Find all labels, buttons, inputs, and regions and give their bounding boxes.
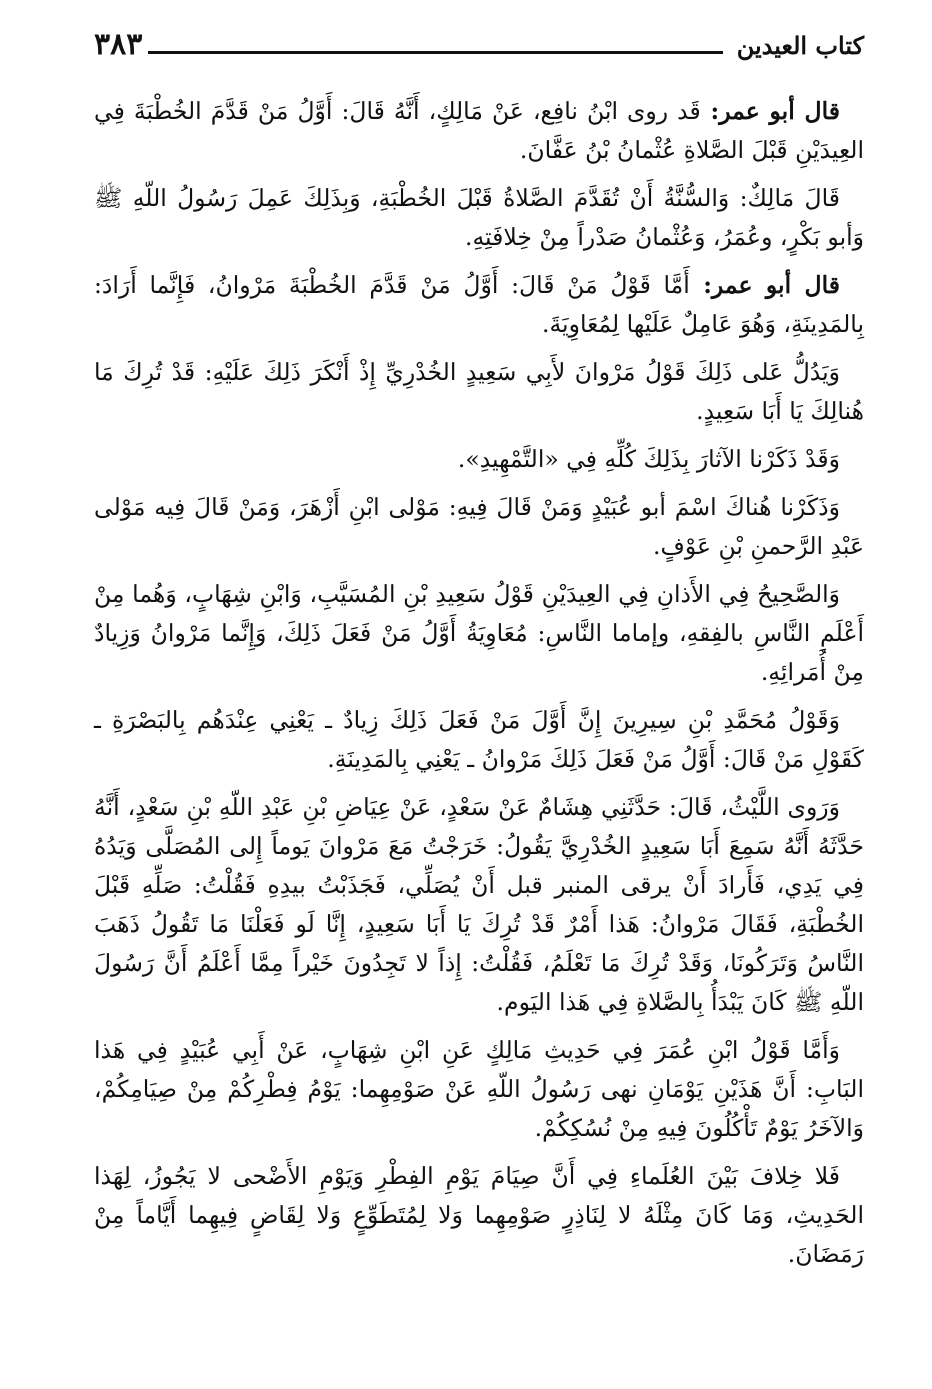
paragraph-text: وَيَدُلُّ عَلى ذَلِكَ قَوْلُ مَرْوانَ لأَبِي سَعِيدٍ الخُدْرِيِّ إِذْ أَنْكَرَ ذَلِكَ عَلَيْهِ: قَدْ تُرِكَ مَا هُنالِكَ يَا أَبَا سَعِيدٍ.	[94, 358, 864, 425]
page-header	[94, 20, 864, 64]
paragraph	[94, 179, 864, 257]
paragraph	[94, 701, 864, 779]
page-body	[94, 92, 864, 1283]
header-rule	[148, 51, 722, 54]
paragraph-lead: قال أبو عمر:	[689, 271, 840, 299]
paragraph	[94, 1157, 864, 1274]
paragraph	[94, 440, 864, 479]
paragraph	[94, 353, 864, 431]
paragraph-text: وَالصَّحِيحُ فِي الأَذانِ فِي العِيدَيْنِ قَوْلُ سَعِيدِ بْنِ المُسَيَّبِ، وَابْنِ شِهَابٍ، وَهُما مِنْ أَعْلَمِ النَّاسِ بالفِقهِ، وإماما النَّاسِ: مُعَاوِيَةُ أَوَّلُ مَنْ فَعَلَ ذَلِكَ، وَإِنَّما مَرْوانُ وَزِيادٌ مِنْ أُمَرائِهِ.	[94, 580, 864, 686]
paragraph	[94, 92, 864, 170]
running-header-title: كتاب العيدين	[736, 31, 864, 60]
paragraph	[94, 1031, 864, 1148]
paragraph	[94, 575, 864, 692]
paragraph	[94, 788, 864, 1022]
paragraph-text: وَقَدْ ذَكَرْنا الآثارَ بِذَلِكَ كُلِّهِ فِي «التَّمْهِيدِ».	[457, 445, 840, 473]
paragraph-lead: قال أبو عمر:	[700, 97, 840, 125]
paragraph-text: وَأَمَّا قَوْلُ ابْنِ عُمَرَ فِي حَدِيثِ مَالِكٍ عَنِ ابْنِ شِهَابٍ، عَنْ أَبِي عُبَيْدٍ فِي هَذا البَابِ: أَنَّ هَذَيْنِ يَوْمَانِ نهى رَسُولُ اللّهِ عَنْ صَوْمِهِما: يَوْمُ فِطْرِكُمْ مِنْ صِيَامِكُمْ، وَالآخَرُ يَوْمٌ تَأْكُلُونَ فِيهِ مِنْ نُسُكِكُمْ.	[94, 1036, 864, 1142]
paragraph	[94, 488, 864, 566]
paragraph	[94, 266, 864, 344]
paragraph-text: وَذَكَرْنا هُناكَ اسْمَ أبو عُبَيْدٍ وَمَنْ قَالَ فِيهِ: مَوْلى ابْنِ أَزْهَرَ، وَمَنْ قَالَ فِيه مَوْلى عَبْدِ الرَّحمنِ بْنِ عَوْفٍ.	[94, 493, 864, 560]
paragraph-text: فَلا خِلافَ بَيْنَ العُلَماءِ فِي أَنَّ صِيَامَ يَوْمِ الفِطْرِ وَيَوْمِ الأَضْحى لا يَجُوزُ، لِهَذا الحَدِيثِ، وَمَا كَانَ مِثْلَهُ لا لِنَاذِرٍ صَوْمِهِما وَلا لِمُتَطَوِّعٍ وَلا لِقَاضٍ فِيهِما أَيَّاماً مِنْ رَمَضَانَ.	[94, 1162, 864, 1268]
paragraph-text: قَد روى ابْنُ نافِع، عَنْ مَالِكٍ، أَنَّهُ قَالَ: أَوَّلُ مَنْ قَدَّمَ الخُطْبَةَ فِي العِيدَيْنِ قَبْلَ الصَّلاةِ عُثْمانُ بْنُ عَفَّانَ.	[94, 97, 864, 164]
paragraph-text: أَمَّا قَوْلُ مَنْ قَالَ: أَوَّلُ مَنْ قَدَّمَ الخُطْبَةَ مَرْوانُ، فَإِنَّما أَرَادَ: بِالمَدِينَةِ، وَهُوَ عَامِلٌ عَلَيْها لِمُعَاوِيَةَ.	[94, 271, 864, 338]
paragraph-text: قَالَ مَالِكٌ: وَالسُّنَّةُ أَنْ تُقَدَّمَ الصَّلاةُ قَبْلَ الخُطْبَةِ، وَبِذَلِكَ عَمِلَ رَسُولُ اللّهِ ﷺ وَأبو بَكْرٍ، وعُمَرُ، وَعُثْمانُ صَدْراً مِنْ خِلافَتِهِ.	[94, 184, 864, 251]
paragraph-text: وَقَوْلُ مُحَمَّدِ بْنِ سِيرِينَ إِنَّ أَوَّلَ مَنْ فَعَلَ ذَلِكَ زِيادٌ ـ يَعْنِي عِنْدَهُم بِالبَصْرَةِ ـ كَقَوْلِ مَنْ قَالَ: أَوَّلُ مَنْ فَعَلَ ذَلِكَ مَرْوانُ ـ يَعْنِي بِالمَدِينَةِ.	[94, 706, 864, 773]
page-number: ٣٨٣	[94, 27, 143, 62]
paragraph-text: وَرَوى اللَّيْثُ، قَالَ: حَدَّثَنِي هِشَامٌ عَنْ سَعْدٍ، عَنْ عِيَاضِ بْنِ عَبْدِ اللّهِ بْنِ سَعْدٍ، أَنَّهُ حَدَّثَهُ أَنَّهُ سَمِعَ أَبَا سَعِيدٍ الخُدْرِيَّ يَقُولُ: خَرَجْتُ مَعَ مَرْوانَ يَوماً إِلى المُصَلَّى وَيَدُهُ فِي يَدِي، فَأَرادَ أَنْ يرقى المنبر قبل أَنْ يُصَلِّي، فَجَذَبْتُ بيدِهِ فَقُلْتُ: صَلِّهِ قَبْلَ الخُطْبَةِ، فَقَالَ مَرْوانُ: هَذا أَمْرٌ قَدْ تُرِكَ يَا أَبَا سَعِيدٍ، إِنَّا لَو فَعَلْنَا مَا تَقُولُ ذَهَبَ النَّاسُ وَتَرَكُونَا، وَقَدْ تُرِكَ مَا تَعْلَمُ، فَقُلْتُ: إِذاً لا تَجِدُونَ خَيْراً مِمَّا أَعْلَمُ أَنَّ رَسُولَ اللّهِ ﷺ كَانَ يَبْدَأُ بِالصَّلاةِ فِي هَذا اليَوم.	[94, 793, 864, 1016]
